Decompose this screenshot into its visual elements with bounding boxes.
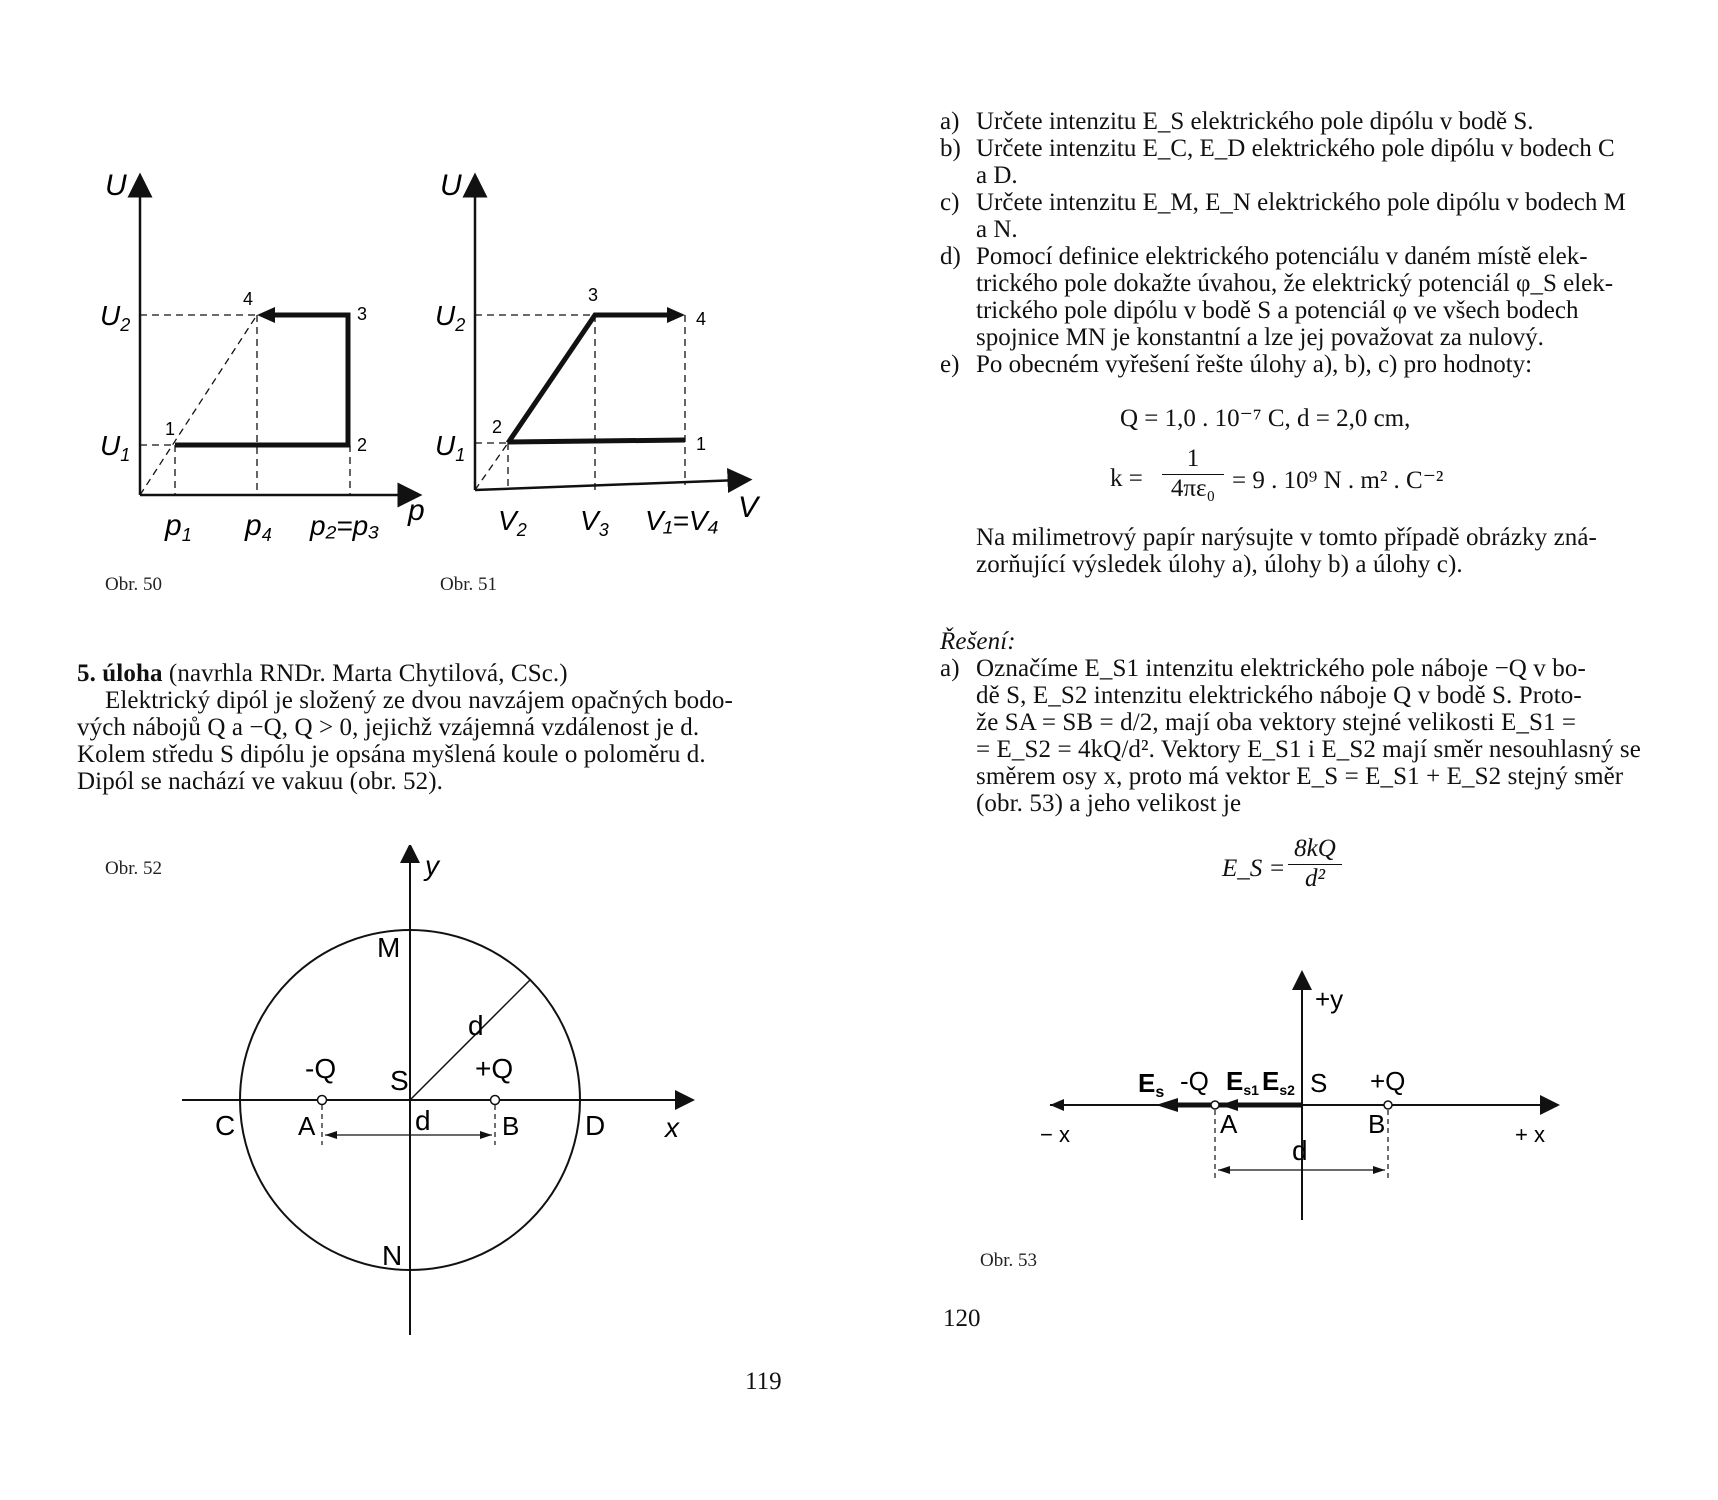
v3-label: $V_3$ [580, 505, 609, 540]
figure-50 [95, 165, 435, 555]
B-label: B [1368, 1109, 1386, 1139]
es-numerator: 8kQ [1288, 835, 1342, 865]
question-e-label: e) [940, 351, 960, 378]
page-number-right: 120 [943, 1305, 981, 1332]
solution-line-2: dě S, E_S2 intenzitu elektrického náboje Q v bodě S. Proto- [976, 682, 1582, 709]
v1-v4-label: V₁=V₄ [645, 505, 719, 536]
u2-label: $U_2$ [435, 300, 466, 335]
d-guides [322, 1105, 495, 1145]
charge-minus-q [1211, 1101, 1219, 1109]
C-label: C [215, 1110, 236, 1141]
solution-line-1: Označíme E_S1 intenzitu elektrického pole náboje −Q v bo- [976, 655, 1586, 682]
point-4-label: 4 [696, 309, 707, 329]
process-arrowhead [667, 307, 685, 323]
question-e [940, 351, 1660, 378]
task-line-2: vých nábojů Q a −Q, Q > 0, jejichž vzájemná vzdálenost je d. [77, 714, 700, 741]
u2-label: $U_2$ [100, 300, 131, 335]
solution-label: a) [940, 655, 960, 682]
figure-52-caption: Obr. 52 [105, 858, 162, 879]
minus-x-label: − x [1040, 1122, 1070, 1147]
plus-y-label: +y [1315, 984, 1344, 1014]
A-label: A [298, 1111, 316, 1141]
point-2-label: 2 [357, 435, 368, 455]
question-b-text-2: a D. [976, 162, 1018, 189]
task-heading: 5. úloha (navrhla RNDr. Marta Chytilová, CSc.) [77, 660, 568, 687]
question-d-text-1: Pomocí definice elektrického potenciálu v daném místě elek- [976, 243, 1588, 270]
k-fraction [1162, 445, 1224, 503]
B-label: B [502, 1111, 520, 1141]
plus-x-label: + x [1515, 1122, 1545, 1147]
cycle-arrowhead [257, 307, 275, 323]
u1-label: $U_1$ [435, 430, 466, 465]
x-label: x [665, 1112, 679, 1143]
guide-lines [140, 315, 350, 495]
question-b [940, 135, 1660, 189]
axis-u-label: U [105, 169, 127, 202]
question-d-text-3: trického pole dipólu v bodě S a potenciál φ ve všech bodech [976, 297, 1579, 324]
u1-label: $U_1$ [100, 430, 131, 465]
figure-53-caption: Obr. 53 [980, 1250, 1037, 1271]
k-rhs: = 9 . 10⁹ N . m² . C⁻² [1232, 467, 1444, 494]
minus-q-label: -Q [1180, 1066, 1209, 1096]
question-c [940, 189, 1660, 243]
question-c-label: c) [940, 189, 960, 216]
question-b-text-1: Určete intenzitu E_C, E_D elektrického pole dipólu v bodech C [976, 135, 1615, 162]
d-axis-label: d [415, 1105, 431, 1136]
question-b-label: b) [940, 135, 961, 162]
task-line-1: Elektrický dipól je složený ze dvou navzájem opačných bodo- [105, 687, 733, 714]
figure-51 [430, 165, 770, 555]
question-a-label: a) [940, 108, 960, 135]
page-number-left: 119 [745, 1368, 782, 1395]
solution-line-4: = E_S2 = 4kQ/d². Vektory E_S1 i E_S2 mají směr nesouhlasný se [976, 736, 1641, 763]
p1-label: $p_1$ [165, 509, 192, 545]
question-a [940, 108, 1660, 135]
D-label: D [585, 1110, 606, 1141]
axis-v-label: V [738, 491, 759, 524]
charge-minus-q [318, 1096, 327, 1105]
point-2-label: 2 [492, 417, 503, 437]
question-d-text-2: trického pole dokažte úvahou, že elektrický potenciál φ_S elek- [976, 270, 1614, 297]
figure-50-caption: Obr. 50 [105, 574, 162, 595]
v-axis [475, 480, 740, 490]
process-2-1 [508, 440, 685, 442]
solution-line-5: směrem osy x, proto má vektor E_S = E_S1 + E_S2 stejný směr [976, 763, 1624, 790]
k-numerator: 1 [1162, 445, 1224, 475]
minus-q-label: -Q [305, 1053, 337, 1084]
S-label: S [1310, 1068, 1328, 1098]
instruction-line-1: Na milimetrový papír narýsujte v tomto případě obrázky zná- [976, 524, 1597, 551]
M-label: M [377, 932, 401, 963]
S-label: S [390, 1065, 409, 1096]
k-denominator: 4πε₀ [1170, 475, 1216, 502]
A-label: A [1220, 1109, 1238, 1139]
es2-label: Es2 [1262, 1066, 1295, 1098]
figure-53 [1030, 970, 1590, 1230]
cycle-path [175, 315, 348, 445]
plus-q-label: +Q [1370, 1066, 1406, 1096]
question-d-label: d) [940, 243, 961, 270]
solution-line-6: (obr. 53) a jeho velikost je [976, 790, 1242, 817]
y-label: y [425, 850, 439, 881]
point-3-label: 3 [357, 304, 368, 324]
es-lhs: E_S = [1222, 855, 1286, 882]
figure-52 [170, 845, 710, 1345]
es-denominator: d² [1305, 865, 1325, 892]
process-2-3 [508, 315, 675, 443]
question-c-text-2: a N. [976, 216, 1018, 243]
plus-q-label: +Q [475, 1053, 514, 1084]
es1-label: Es1 [1226, 1066, 1259, 1098]
point-1-label: 1 [165, 419, 176, 439]
es-fraction [1288, 835, 1342, 893]
task-line-4: Dipól se nachází ve vakuu (obr. 52). [77, 768, 443, 795]
d-label: d [1292, 1135, 1308, 1166]
point-1-label: 1 [696, 434, 707, 454]
question-e-text: Po obecném vyřešení řešte úlohy a), b), c) pro hodnoty: [976, 351, 1533, 378]
es-label: Es [1138, 1068, 1165, 1101]
charge-plus-q [491, 1096, 500, 1105]
point-4-label: 4 [243, 289, 254, 309]
d-radius-label: d [468, 1010, 484, 1041]
v2-label: $V_2$ [498, 505, 527, 540]
solution-heading: Řešení: [940, 628, 1016, 655]
N-label: N [382, 1240, 403, 1271]
axis-u-label: U [440, 169, 462, 202]
figure-51-caption: Obr. 51 [440, 574, 497, 595]
task-line-3: Kolem středu S dipólu je opsána myšlená koule o poloměru d. [77, 741, 706, 768]
axis-p-label: p [408, 494, 425, 527]
p4-label: $p_4$ [245, 509, 272, 545]
question-d [940, 243, 1660, 351]
p2-p3-label: p₂=p₃ [310, 510, 380, 541]
instruction-line-2: zorňující výsledek úlohy a), úlohy b) a úlohy c). [976, 551, 1463, 578]
given-q-d: Q = 1,0 . 10⁻⁷ C, d = 2,0 cm, [1120, 405, 1411, 432]
question-c-text-1: Určete intenzitu E_M, E_N elektrického pole dipólu v bodech M [976, 189, 1626, 216]
point-3-label: 3 [588, 285, 599, 305]
k-lhs: k = [1110, 465, 1143, 492]
charge-plus-q [1384, 1101, 1392, 1109]
solution-line-3: že SA = SB = d/2, mají oba vektory stejné velikosti E_S1 = [976, 709, 1577, 736]
question-d-text-4: spojnice MN je konstantní a lze jej považovat za nulový. [976, 324, 1544, 351]
question-a-text: Určete intenzitu E_S elektrického pole dipólu v bodě S. [976, 108, 1534, 135]
